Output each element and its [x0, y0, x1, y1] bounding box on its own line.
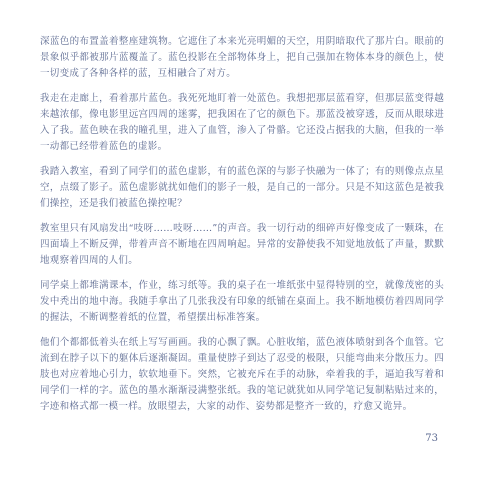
paragraph: 同学桌上都堆满课本，作业，练习纸等。我的桌子在一堆纸张中显得特别的空，就像茂密的头发中秃出的地中海。我随手拿出了几张我没有印象的纸铺在桌面上。我不断地模仿着四周同学的握法，不断调整着纸的位置，希望摆出标准答案。: [40, 280, 444, 323]
body-text: [40, 34, 444, 424]
paragraph: 我走在走廊上，看着那片蓝色。我死死地盯着一处蓝色。我想把那层蓝看穿，但那层蓝变得越来越浓郁，像电影里远宫四周的迷雾，把我困在了它的颜色下。那蓝没被穿透，反而从眼球进入了我。蓝色映在我的瞳孔里，进入了血管，渗入了骨骼。它还没占据我的大脑，但我的一举一动都已经带着蓝色的虚影。: [40, 93, 444, 152]
paragraph: 教室里只有风扇发出“吱呀……吱呀……”的声音。我一切行动的细碎声好像变成了一颗珠，在四面墙上不断反弹，带着声音不断地在四周响起。异常的安静使我不知觉地放低了声量，默默地观察着四周的人们。: [40, 223, 444, 266]
paragraph: 我踏入教室，看到了同学们的蓝色虚影，有的蓝色深的与影子快融为一体了；有的则像点点星空，点缀了影子。蓝色虚影就扰如他们的影子一般，是自己的一部分。只是不知这蓝色是被我们操控，还是我们被蓝色操控呢？: [40, 166, 444, 209]
paragraph: 他们个都都低着头在纸上写写画画。我的心飘了飘。心脏收缩，蓝色液体喷射到各个血管。它流到在脖子以下的躯体后逐渐凝固。重量使脖子到达了忍受的极限，只能弯曲来分散压力。四肢也对应着地心引力，软软地垂下。突然，它被充斥在手的动脉，牵着我的手，逼迫我写着和同学们一样的字。蓝色的墨水渐渐浸满整张纸。我的笔记就犹如从同学笔记复制粘贴过来的，字迹和格式都一模一样。放眼望去，大家的动作、姿势都是整齐一致的，疗愈又诡异。: [40, 337, 444, 412]
paragraph: 深蓝色的布置盖着整座建筑物。它遮住了本来光亮明媚的天空，用阴暗取代了那片白。眼前的景象似乎都被那片蓝覆盖了。蓝色投影在全部物体身上，把自己强加在物体本身的颜色上，使一切变成了各种各样的蓝，互相融合了对方。: [40, 36, 444, 79]
page-number: 73: [425, 433, 438, 444]
